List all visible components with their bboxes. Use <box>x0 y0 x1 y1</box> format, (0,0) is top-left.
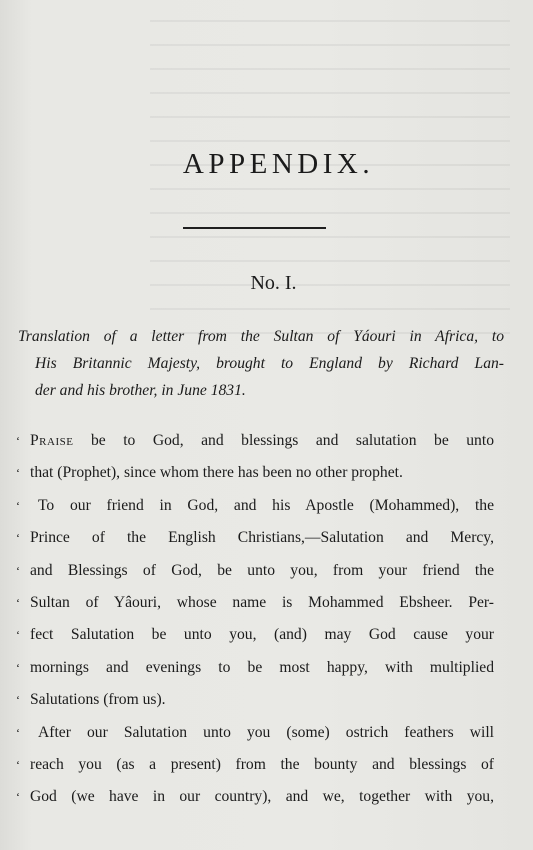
body-line <box>16 684 494 716</box>
quote-mark: ‘ <box>16 466 20 481</box>
body-line <box>16 425 494 457</box>
body-line <box>16 749 494 781</box>
lead-word: Praise <box>30 432 74 449</box>
body-text: Prince of the English Christians,—Salutation and Mercy, <box>30 529 494 547</box>
quote-mark: ‘ <box>16 628 20 643</box>
quote-mark: ‘ <box>16 563 20 578</box>
body-text: that (Prophet), since whom there has been no other prophet. <box>30 464 403 482</box>
body-text: After our Salutation unto you (some) ostrich feathers will <box>38 723 494 741</box>
body-text: Salutations (from us). <box>30 691 166 709</box>
body-line <box>16 781 494 813</box>
body-line <box>16 490 494 522</box>
body-text: To our friend in God, and his Apostle (Mohammed), the <box>38 496 494 514</box>
caption-line: der and his brother, in June 1831. <box>35 382 246 399</box>
quote-mark: ‘ <box>16 693 20 708</box>
appendix-title: APPENDIX. <box>182 148 375 180</box>
body-text: Sultan of Yâouri, whose name is Mohammed Ebsheer. Per- <box>30 594 494 612</box>
body-line <box>16 619 494 651</box>
body-text: be to God, and blessings and salutation be unto <box>73 432 494 449</box>
quote-mark: ‘ <box>16 531 20 546</box>
body-line <box>16 522 494 554</box>
quote-mark: ‘ <box>16 725 20 740</box>
body-line <box>16 652 494 684</box>
body-line <box>16 555 494 587</box>
letter-caption <box>18 323 504 404</box>
quote-mark: ‘ <box>16 498 20 513</box>
body-text: reach you (as a present) from the bounty and blessings of <box>30 756 494 774</box>
caption-line: His Britannic Majesty, brought to England by Richard Lan- <box>35 355 504 372</box>
body-line <box>16 717 494 749</box>
body-line <box>16 587 494 619</box>
body-line <box>16 457 494 489</box>
quote-mark: ‘ <box>16 790 20 805</box>
quote-mark: ‘ <box>16 758 20 773</box>
body-text: God (we have in our country), and we, together with you, <box>30 788 494 806</box>
body-text: fect Salutation be unto you, (and) may God cause your <box>30 626 494 644</box>
quote-mark: ‘ <box>16 660 20 675</box>
caption-line: Translation of a letter from the Sultan of Yáouri in Africa, to <box>18 328 504 345</box>
appendix-number: No. I. <box>250 272 297 294</box>
quote-mark: ‘ <box>16 596 20 611</box>
body-text: and Blessings of God, be unto you, from your friend the <box>30 561 494 579</box>
quote-mark: ‘ <box>16 434 20 448</box>
letter-body <box>16 425 494 814</box>
title-rule <box>183 227 326 229</box>
body-text: mornings and evenings to be most happy, with multiplied <box>30 658 494 676</box>
